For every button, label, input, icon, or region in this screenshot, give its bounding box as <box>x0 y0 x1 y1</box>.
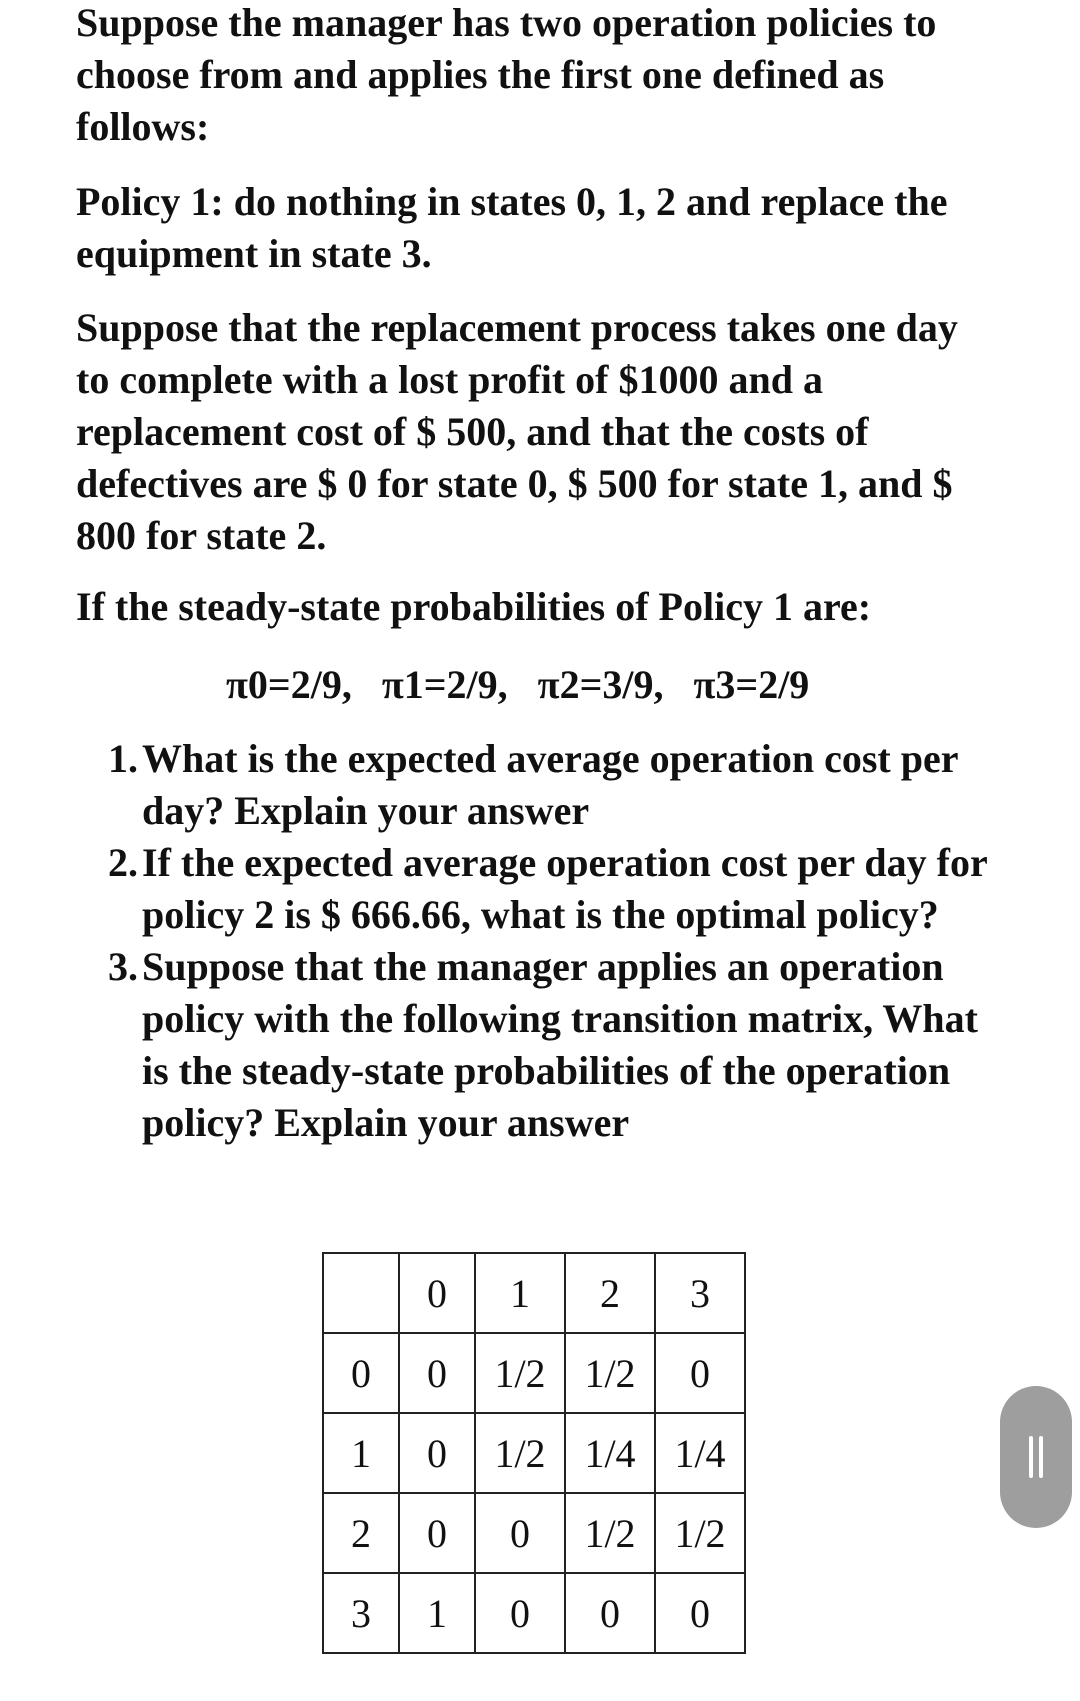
matrix-row-header: 3 <box>323 1573 399 1653</box>
matrix-row <box>323 1573 745 1653</box>
matrix-cell: 1/2 <box>565 1493 655 1573</box>
matrix-column-header: 0 <box>399 1253 475 1333</box>
question-item <box>108 837 1008 941</box>
matrix-column-header: 1 <box>475 1253 565 1333</box>
question-number: 2. <box>108 840 138 885</box>
pi0-value: π0=2/9, <box>226 662 352 707</box>
matrix-row-header: 2 <box>323 1493 399 1573</box>
matrix-cell: 1/2 <box>475 1333 565 1413</box>
scroll-handle[interactable] <box>1000 1386 1072 1528</box>
matrix-row <box>323 1413 745 1493</box>
question-number: 3. <box>108 944 138 989</box>
matrix-cell: 0 <box>399 1493 475 1573</box>
matrix-column-header: 3 <box>655 1253 745 1333</box>
matrix-corner-cell <box>323 1253 399 1333</box>
matrix-cell: 0 <box>655 1333 745 1413</box>
transition-matrix <box>322 1252 746 1654</box>
matrix-cell: 0 <box>399 1413 475 1493</box>
question-number: 1. <box>108 736 138 781</box>
drag-handle-icon <box>1039 1436 1043 1478</box>
steady-state-intro: If the steady-state probabilities of Policy 1 are: <box>76 584 872 629</box>
pi1-value: π1=2/9, <box>381 662 508 707</box>
matrix-header-row <box>323 1253 745 1333</box>
matrix-cell: 1 <box>399 1573 475 1653</box>
matrix-row-header: 0 <box>323 1333 399 1413</box>
matrix-row <box>323 1493 745 1573</box>
pi3-value: π3=2/9 <box>693 662 810 707</box>
question-list <box>108 733 1008 1149</box>
matrix-cell: 1/2 <box>655 1493 745 1573</box>
matrix-cell: 0 <box>399 1333 475 1413</box>
steady-state-probabilities <box>226 659 809 711</box>
matrix-cell: 0 <box>655 1573 745 1653</box>
matrix-cell: 1/2 <box>475 1413 565 1493</box>
policy1-paragraph: Policy 1: do nothing in states 0, 1, 2 and replace the equipment in state 3. <box>76 179 948 276</box>
matrix-cell: 0 <box>565 1573 655 1653</box>
matrix-cell: 1/2 <box>565 1333 655 1413</box>
matrix-column-header: 2 <box>565 1253 655 1333</box>
pi2-value: π2=3/9, <box>537 662 664 707</box>
question-item <box>108 733 1008 837</box>
question-text: Suppose that the manager applies an operation policy with the following transition matrix, What is the steady-state probabilities of the operation policy? Explain your answer <box>142 944 978 1145</box>
matrix-cell: 0 <box>475 1493 565 1573</box>
intro-paragraph: Suppose the manager has two operation policies to choose from and applies the first one defined as follows: <box>76 0 937 149</box>
matrix-cell: 1/4 <box>655 1413 745 1493</box>
drag-handle-icon <box>1029 1436 1033 1478</box>
matrix-cell: 0 <box>475 1573 565 1653</box>
question-item <box>108 941 1008 1149</box>
matrix-row <box>323 1333 745 1413</box>
matrix-row-header: 1 <box>323 1413 399 1493</box>
costs-paragraph: Suppose that the replacement process takes one day to complete with a lost profit of $1000 and a replacement cost of $ 500, and that the costs of defectives are $ 0 for state 0, $ 500 for state 1, and $ 800 for state 2. <box>76 305 958 558</box>
question-text: What is the expected average operation cost per day? Explain your answer <box>142 736 958 833</box>
question-text: If the expected average operation cost per day for policy 2 is $ 666.66, what is the optimal policy? <box>142 840 987 937</box>
matrix-cell: 1/4 <box>565 1413 655 1493</box>
